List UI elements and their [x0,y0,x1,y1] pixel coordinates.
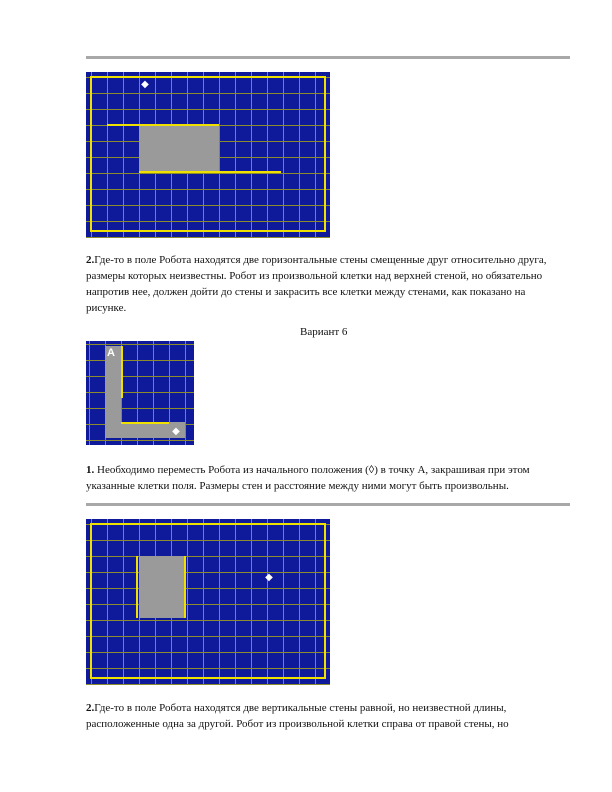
right-wall [184,556,186,618]
robot-field-1 [86,72,330,238]
middle-rule [86,503,570,506]
robot-field-3 [86,519,330,685]
upper-wall [107,124,219,126]
task-text: Где-то в поле Робота находятся две горизонтальные стены смещенные друг относительно друга, размеры которых неизвестны. Робот из произвольной клетки над верхней стеной, но обязательно напротив нее, должен дойти до стены и закрасить все клетки между стенами, как показано на рисунке. [86,254,547,314]
task-number: 2. [86,702,95,714]
robot-icon: ◆ [265,572,273,583]
robot-icon: ◆ [141,79,149,90]
top-rule [86,56,570,59]
horizontal-wall [121,422,169,424]
robot-icon: ◆ [172,426,180,437]
variant-heading: Вариант 6 [300,326,348,338]
task-text: Необходимо переместь Робота из начального положения (◊) в точку А, закрашивая при этом указанные клетки поля. Размеры стен и расстояние между ними могут быть произвольны. [86,464,530,492]
painted-cells [139,125,219,172]
task-number: 1. [86,464,95,476]
task-1 [86,462,566,494]
task-2a [86,252,566,316]
painted-cells [139,556,185,618]
vertical-wall [121,346,123,398]
lower-wall [139,171,281,173]
task-2b [86,700,566,732]
task-text: Где-то в поле Робота находятся две вертикальные стены равной, но неизвестной длины, расположенные одна за другой. Робот из произвольной клетки справа от правой стены, но [86,702,509,730]
task-number: 2. [86,254,95,266]
left-wall [136,556,138,618]
point-a-label: A [107,347,115,359]
robot-field-2 [86,341,194,445]
field-border [90,523,326,679]
